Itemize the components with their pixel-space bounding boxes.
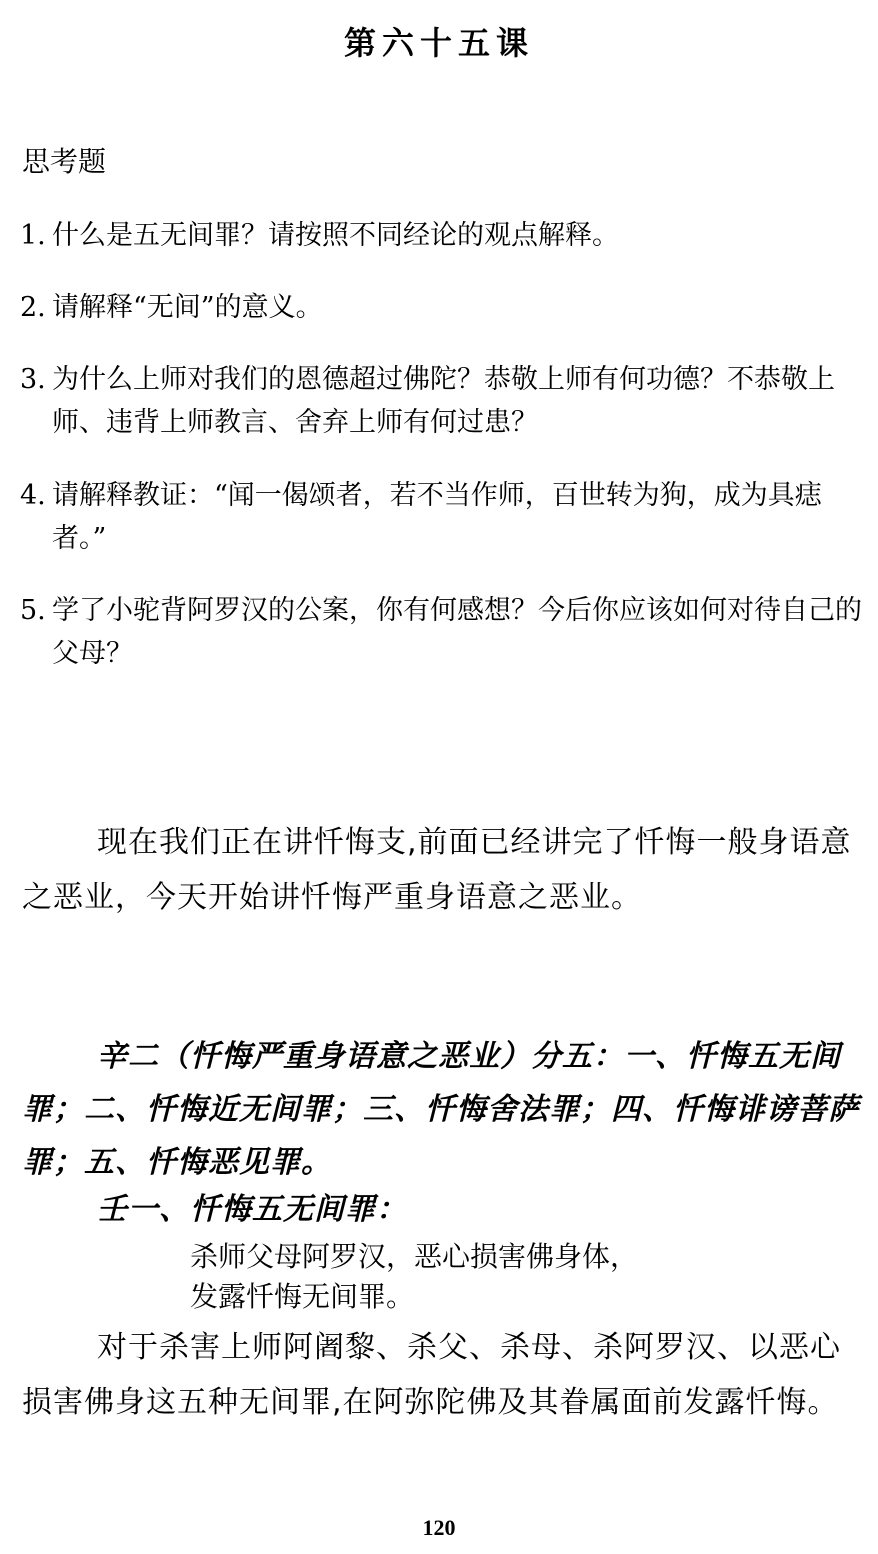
outline-sub-heading: 壬一、忏悔五无间罪：	[97, 1192, 407, 1227]
question-text: 请解释“无间”的意义。	[52, 292, 323, 323]
verse-line: 发露忏悔无间罪。	[190, 1280, 415, 1313]
question-number: 2.	[20, 292, 46, 323]
questions-heading: 思考题	[22, 145, 107, 178]
question-text: 请解释教证：“闻一偈颂者，若不当作师，百世转为狗，成为具痣者。”	[52, 480, 822, 554]
question-text: 学了小驼背阿罗汉的公案，你有何感想？今后你应该如何对待自己的父母？	[52, 595, 862, 669]
lesson-title: 第六十五课	[343, 24, 534, 62]
question-text: 为什么上师对我们的恩德超过佛陀？恭敬上师有何功德？不恭敬上师、违背上师教言、舍弃上师有何过患？	[52, 364, 835, 438]
page-number: 120	[422, 1515, 456, 1540]
question-text: 什么是五无间罪？请按照不同经论的观点解释。	[52, 220, 619, 251]
question-item	[20, 589, 865, 675]
question-number: 4.	[20, 480, 46, 511]
closing-paragraph: 对于杀害上师阿阇黎、杀父、杀母、杀阿罗汉、以恶心损害佛身这五种无间罪,在阿弥陀佛及其眷属面前发露忏悔。	[22, 1330, 841, 1420]
question-number: 1.	[20, 220, 46, 251]
outline-main-heading: 辛二（忏悔严重身语意之恶业）分五：一、忏悔五无间罪；二、忏悔近无间罪；三、忏悔舍法罪；四、忏悔诽谤菩萨罪；五、忏悔恶见罪。	[22, 1039, 859, 1180]
question-item	[20, 286, 865, 329]
question-item	[20, 358, 865, 444]
question-number: 3.	[20, 364, 46, 395]
verse-line: 杀师父母阿罗汉，恶心损害佛身体，	[190, 1240, 639, 1273]
verse-block	[190, 1237, 830, 1317]
intro-paragraph: 现在我们正在讲忏悔支,前面已经讲完了忏悔一般身语意之恶业，今天开始讲忏悔严重身语意之恶业。	[22, 825, 852, 915]
question-item	[20, 214, 865, 257]
question-number: 5.	[20, 595, 46, 626]
question-item	[20, 474, 865, 560]
